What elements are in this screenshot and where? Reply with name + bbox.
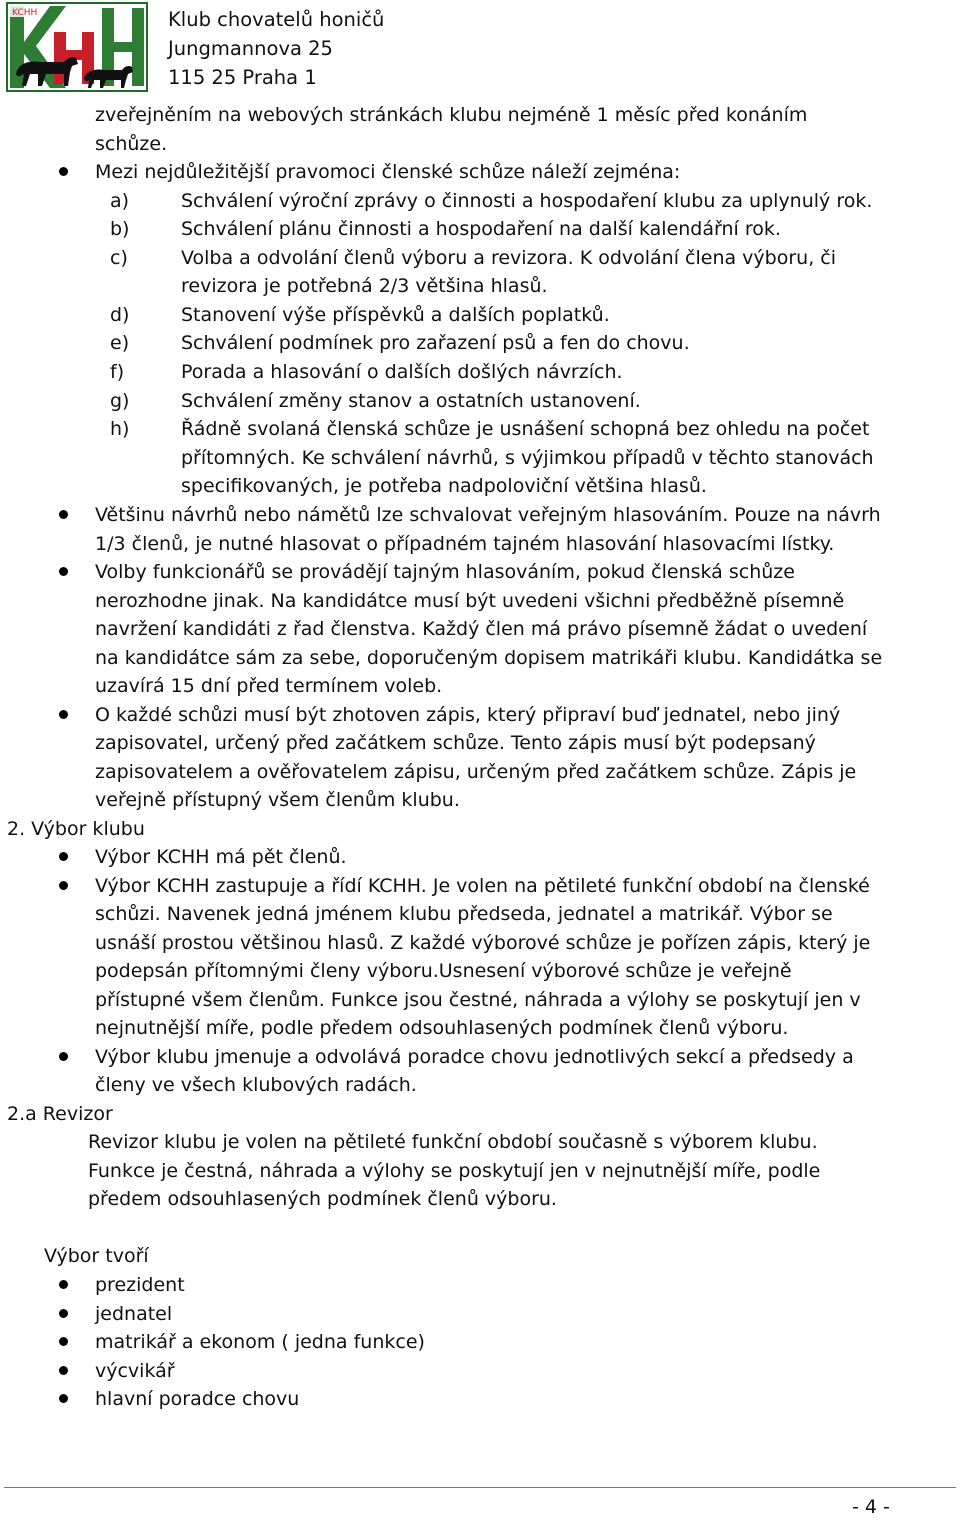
committee-member: matrikář a ekonom ( jedna funkce) [95,1331,425,1353]
elections-text: navržení kandidáti z řad členstva. Každý člen má právo písemně žádat o uvedení [95,618,868,640]
committee-text: nejnutnější míře, podle předem odsouhlasených podmínek členů výboru. [95,1017,789,1039]
power-text: Stanovení výše příspěvků a dalších poplatků. [181,304,610,326]
bullet-icon [59,1052,68,1061]
bullet-icon [59,567,68,576]
bullet-icon [59,881,68,890]
section-2-heading: 2. Výbor klubu [7,818,145,840]
bullet-icon [59,852,68,861]
power-label: e) [110,332,130,354]
elections-text: Volby funkcionářů se provádějí tajným hlasováním, pokud členská schůze [95,561,795,583]
voting-text: Většinu návrhů nebo námětů lze schvalovat veřejným hlasováním. Pouze na návrh [95,504,881,526]
committee-text: Výbor klubu jmenuje a odvolává poradce chovu jednotlivých sekcí a předsedy a [95,1046,854,1068]
intro-line: zveřejněním na webových stránkách klubu nejméně 1 měsíc před konáním [95,104,808,126]
section-2a-heading: 2.a Revizor [7,1103,113,1125]
elections-text: nerozhodne jinak. Na kandidátce musí být uvedeni všichni předběžně písemně [95,590,845,612]
footer-divider [4,1487,956,1488]
bullet-icon [59,710,68,719]
club-logo [6,2,148,92]
power-text: revizora je potřebná 2/3 většina hlasů. [181,275,548,297]
bullet-icon [59,167,68,176]
bullet-icon [59,1280,68,1289]
header-address [168,5,384,92]
bullet-icon [59,1337,68,1346]
power-text: Schválení podmínek pro zařazení psů a fen do chovu. [181,332,690,354]
committee-text: přístupné všem členům. Funkce jsou čestné, náhrada a výlohy se poskytují jen v [95,989,861,1011]
bullet-icon [59,510,68,519]
page-number: - 4 - [852,1496,890,1518]
power-text: Řádně svolaná členská schůze je usnášení schopná bez ohledu na počet [181,418,870,440]
power-label: b) [110,218,130,240]
bullet-icon [59,1394,68,1403]
intro-line: schůze. [95,133,168,155]
minutes-text: zapisovatel, určený před začátkem schůze. Tento zápis musí být podepsaný [95,732,816,754]
bullet-icon [59,1309,68,1318]
elections-text: uzavírá 15 dní před termínem voleb. [95,675,443,697]
power-text: Volba a odvolání členů výboru a revizora. K odvolání člena výboru, či [181,247,837,269]
power-label: c) [110,247,128,269]
power-label: a) [110,190,130,212]
org-name: Klub chovatelů honičů [168,8,385,31]
power-label: d) [110,304,130,326]
committee-text: členy ve všech klubových radách. [95,1074,417,1096]
org-city: 115 25 Praha 1 [168,66,317,89]
power-label: h) [110,418,130,440]
committee-text: usnáší prostou většinou hlasů. Z každé výborové schůze je pořízen zápis, který je [95,932,871,954]
power-text: specifikovaných, je potřeba nadpoloviční většina hlasů. [181,475,707,497]
power-text: Schválení výroční zprávy o činnosti a hospodaření klubu za uplynulý rok. [181,190,873,212]
revizor-text: předem odsouhlasených podmínek členů výboru. [88,1188,557,1210]
powers-intro: Mezi nejdůležitější pravomoci členské schůze náleží zejména: [95,161,681,183]
committee-heading: Výbor tvoří [44,1245,149,1267]
committee-text: podepsán přítomnými členy výboru.Usnesení výborové schůze je veřejně [95,960,792,982]
power-text: Porada a hlasování o dalších došlých návrzích. [181,361,623,383]
minutes-text: veřejně přístupný všem členům klubu. [95,789,460,811]
elections-text: na kandidátce sám za sebe, doporučeným dopisem matrikáři klubu. Kandidátka se [95,647,883,669]
org-street: Jungmannova 25 [168,37,333,60]
power-text: Schválení plánu činnosti a hospodaření na další kalendářní rok. [181,218,781,240]
logo-text: KCHH [12,8,38,18]
revizor-text: Funkce je čestná, náhrada a výlohy se poskytují jen v nejnutnější míře, podle [88,1160,821,1182]
committee-member: prezident [95,1274,185,1296]
minutes-text: O každé schůzi musí být zhotoven zápis, který připraví buď jednatel, nebo jiný [95,704,841,726]
minutes-text: zapisovatelem a ověřovatelem zápisu, určeným před začátkem schůze. Zápis je [95,761,857,783]
power-text: Schválení změny stanov a ostatních ustanovení. [181,390,641,412]
committee-member: hlavní poradce chovu [95,1388,300,1410]
power-text: přítomných. Ke schválení návrhů, s výjimkou případů v těchto stanovách [181,447,874,469]
committee-text: Výbor KCHH má pět členů. [95,846,347,868]
committee-member: jednatel [95,1303,173,1325]
committee-member: výcvikář [95,1360,175,1382]
power-label: g) [110,390,130,412]
committee-text: Výbor KCHH zastupuje a řídí KCHH. Je volen na pětileté funkční období na členské [95,875,870,897]
voting-text: 1/3 členů, je nutné hlasovat o případném tajném hlasování hlasovacími lístky. [95,533,835,555]
committee-text: schůzi. Navenek jedná jménem klubu předseda, jednatel a matrikář. Výbor se [95,903,833,925]
power-label: f) [110,361,125,383]
revizor-text: Revizor klubu je volen na pětileté funkční období současně s výborem klubu. [88,1131,818,1153]
bullet-icon [59,1366,68,1375]
